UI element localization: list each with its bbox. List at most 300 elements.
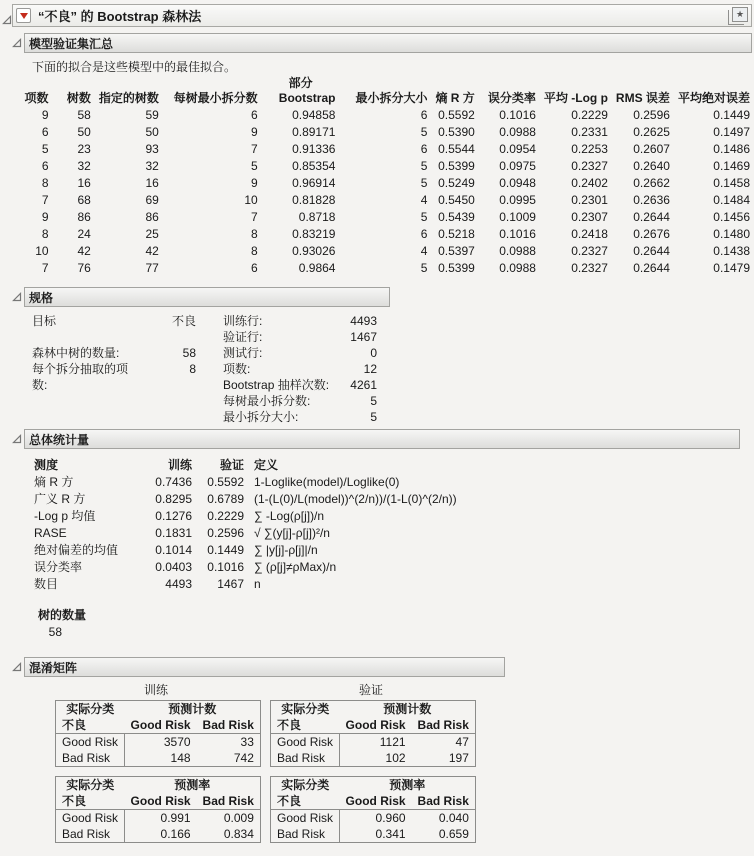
- spec-label: 每个拆分抽取的项数:: [32, 362, 129, 392]
- cell: 86: [77, 210, 91, 224]
- column-header: 平均 -Log p: [543, 91, 608, 105]
- table-row: [32, 508, 459, 525]
- cell: 0.2301: [571, 193, 608, 207]
- confusion-row: [271, 734, 476, 751]
- train-value-cell: 0.1014: [155, 543, 192, 557]
- section-bar-confusion: [24, 657, 505, 677]
- measure-cell: 数目: [34, 577, 59, 591]
- cell: 0.1458: [713, 176, 750, 190]
- definition-cell: 1-Loglike(model)/Loglike(0): [254, 475, 400, 489]
- spec-value: 5: [370, 394, 377, 408]
- table-row: [32, 525, 459, 542]
- valid-value-cell: 0.5592: [207, 475, 244, 489]
- train-rate-matrix: [55, 776, 261, 843]
- definition-cell: ∑ |y[j]-ρ[j]|/n: [254, 543, 318, 557]
- table-row: [12, 141, 754, 158]
- train-value-cell: 0.8295: [155, 492, 192, 506]
- specs-right-column: [223, 313, 377, 425]
- disclosure-triangle-icon[interactable]: [12, 38, 22, 48]
- cell: 77: [145, 261, 159, 275]
- count-cell: 47: [455, 735, 469, 749]
- actual-class-header: 实际分类: [66, 778, 115, 792]
- spec-row: [223, 361, 377, 377]
- rate-cell: 0.960: [375, 811, 406, 825]
- cell: 69: [145, 193, 159, 207]
- cell: 58: [77, 108, 91, 122]
- cell: 7: [251, 142, 258, 156]
- spec-label: 验证行:: [223, 330, 263, 344]
- cell: 7: [41, 193, 49, 207]
- cell: 0.2327: [571, 159, 608, 173]
- confusion-row: [56, 810, 261, 827]
- train-value-cell: 0.7436: [155, 475, 192, 489]
- cell: 7: [251, 210, 258, 224]
- cell: 0.2662: [633, 176, 670, 190]
- cell: 0.83219: [292, 227, 336, 241]
- actual-class-header: 实际分类: [281, 778, 330, 792]
- cell: 10: [35, 244, 49, 258]
- rate-cell: 0.040: [438, 811, 469, 825]
- cell: 0.0988: [499, 261, 536, 275]
- count-cell: 33: [240, 735, 254, 749]
- cell: 0.1479: [713, 261, 750, 275]
- cell: 0.2644: [633, 261, 670, 275]
- table-row: [32, 474, 459, 491]
- cell: 0.2636: [633, 193, 670, 207]
- cell: 4: [420, 193, 428, 207]
- cell: 6: [41, 125, 49, 139]
- cell: 9: [41, 210, 49, 224]
- cell: 23: [77, 142, 91, 156]
- rate-cell: 0.341: [375, 827, 406, 841]
- cell: 0.0988: [499, 125, 536, 139]
- class-column-header: Bad Risk: [412, 717, 476, 734]
- cell: 0.5249: [438, 176, 475, 190]
- spec-label: [32, 329, 140, 345]
- page-title: “不良” 的 Bootstrap 森林法: [38, 9, 202, 24]
- cell: 86: [145, 210, 159, 224]
- cell: 0.85354: [292, 159, 336, 173]
- definition-cell: n: [254, 577, 261, 591]
- cell: 0.94858: [292, 108, 336, 122]
- count-cell: 197: [448, 751, 469, 765]
- cell: 0.5218: [438, 227, 475, 241]
- cell: 0.2644: [633, 210, 670, 224]
- specs-left-column: [32, 313, 196, 425]
- cell: 0.2640: [633, 159, 670, 173]
- measure-cell: RASE: [34, 526, 67, 540]
- class-label-cell: Good Risk: [56, 810, 125, 827]
- definition-cell: ∑ (ρ[j]≠ρMax)/n: [254, 560, 337, 574]
- spec-value: [140, 329, 196, 345]
- valid-value-cell: 0.2229: [207, 509, 244, 523]
- class-column-header: Good Risk: [340, 793, 412, 810]
- valid-value-cell: 0.6789: [207, 492, 244, 506]
- cell: 9: [251, 125, 258, 139]
- cell: 0.5399: [438, 261, 475, 275]
- predicted-rate-header: 预测率: [174, 778, 211, 792]
- cell: 76: [77, 261, 91, 275]
- cell: 0.0988: [499, 244, 536, 258]
- model-table-body: [12, 107, 754, 277]
- red-triangle-icon: [20, 13, 28, 19]
- class-label-cell: Good Risk: [271, 810, 340, 827]
- cell: 0.2307: [571, 210, 608, 224]
- spec-value: 1467: [350, 330, 377, 344]
- class-column-header: Bad Risk: [197, 793, 261, 810]
- cell: 0.2596: [633, 108, 670, 122]
- column-header-portion: 部分: [288, 76, 313, 90]
- cell: 7: [41, 261, 49, 275]
- cell: 5: [420, 125, 428, 139]
- cell: 8: [41, 176, 49, 190]
- rate-cell: 0.834: [223, 827, 254, 841]
- response-header: 不良: [56, 717, 125, 734]
- valid-count-matrix: [270, 700, 476, 767]
- cell: 0.0975: [499, 159, 536, 173]
- spec-label: 森林中树的数量:: [32, 346, 120, 360]
- rate-cell: 0.991: [160, 811, 191, 825]
- table-row: [32, 491, 459, 508]
- definition-cell: √ ∑(y[j]-ρ[j])²/n: [254, 526, 330, 540]
- cell: 0.8718: [298, 210, 336, 224]
- class-label-cell: Bad Risk: [56, 750, 125, 767]
- spec-row: [32, 313, 196, 329]
- model-validation-table: [12, 76, 754, 277]
- specs-content: [32, 313, 754, 425]
- spec-row: [223, 329, 377, 345]
- spec-row: [32, 345, 196, 361]
- disclosure-triangle-icon[interactable]: [12, 292, 22, 302]
- spec-value: 12: [363, 362, 377, 376]
- cell: 0.1480: [713, 227, 750, 241]
- best-fit-note: 下面的拟合是这些模型中的最佳拟合。: [32, 60, 237, 74]
- column-header: 项数: [24, 91, 49, 105]
- disclosure-triangle-icon[interactable]: [12, 434, 22, 444]
- table-row: [12, 175, 754, 192]
- disclosure-triangle-icon[interactable]: [12, 662, 22, 672]
- cell: 6: [420, 108, 428, 122]
- section-specs-header: [12, 287, 754, 307]
- rate-cell: 0.659: [438, 827, 469, 841]
- cell: 0.2644: [633, 244, 670, 258]
- predicted-count-header: 预测计数: [383, 702, 432, 716]
- spec-value: 不良: [171, 314, 196, 328]
- cell: 8: [251, 227, 258, 241]
- cell: 0.5592: [438, 108, 475, 122]
- cell: 0.5439: [438, 210, 475, 224]
- cell: 5: [420, 261, 428, 275]
- response-header: 不良: [56, 793, 125, 810]
- column-header: 指定的树数: [98, 91, 159, 105]
- cell: 16: [77, 176, 91, 190]
- cell: 93: [145, 142, 159, 156]
- cell: 0.2327: [571, 244, 608, 258]
- confusion-row: [56, 826, 261, 843]
- class-label-cell: Bad Risk: [271, 750, 340, 767]
- confusion-area: [55, 677, 754, 843]
- spec-value: 0: [370, 346, 377, 360]
- table-row: [12, 260, 754, 277]
- cell: 0.9864: [298, 261, 336, 275]
- confusion-row: [56, 734, 261, 751]
- cell: 0.2253: [571, 142, 608, 156]
- confusion-count-row: [55, 698, 754, 767]
- train-group-label: 训练: [143, 683, 168, 697]
- cell: 0.89171: [292, 125, 336, 139]
- measure-cell: -Log p 均值: [34, 509, 96, 523]
- cell: 0.5450: [438, 193, 475, 207]
- table-row: [12, 158, 754, 175]
- spec-label: 项数:: [223, 362, 251, 376]
- train-value-cell: 0.1831: [155, 526, 192, 540]
- spec-value: 8: [189, 362, 196, 376]
- cell: 9: [251, 176, 258, 190]
- spec-label: Bootstrap 抽样次数:: [223, 378, 330, 392]
- column-header: 每树最小拆分数: [173, 91, 258, 105]
- spec-label: 最小拆分大小:: [223, 410, 299, 424]
- column-header: 测度: [34, 458, 59, 472]
- cell: 25: [145, 227, 159, 241]
- class-column-header: Bad Risk: [412, 793, 476, 810]
- measure-cell: 绝对偏差的均值: [34, 543, 119, 557]
- table-row: [12, 226, 754, 243]
- table-row: [12, 124, 754, 141]
- cell: 0.2676: [633, 227, 670, 241]
- cell: 8: [251, 244, 258, 258]
- count-cell: 1121: [379, 735, 406, 749]
- response-header: 不良: [271, 717, 340, 734]
- section-model-validation-header: [12, 33, 754, 53]
- valid-value-cell: 0.1449: [207, 543, 244, 557]
- column-header: RMS 误差: [615, 91, 670, 105]
- cell: 6: [251, 108, 258, 122]
- tree-count-block: [38, 607, 754, 641]
- column-header: 平均绝对误差: [677, 91, 750, 105]
- cell: 32: [145, 159, 159, 173]
- jmp-report-window: [0, 4, 754, 856]
- cell: 8: [41, 227, 49, 241]
- cell: 0.5397: [438, 244, 475, 258]
- cell: 59: [145, 108, 159, 122]
- class-column-header: Good Risk: [125, 717, 197, 734]
- spec-value: 4493: [350, 314, 377, 328]
- definition-cell: ∑ -Log(ρ[j])/n: [254, 509, 325, 523]
- class-column-header: Good Risk: [125, 793, 197, 810]
- cell: 0.93026: [292, 244, 336, 258]
- cell: 50: [145, 125, 159, 139]
- spec-row: [32, 329, 196, 345]
- spec-label: 目标: [32, 314, 57, 328]
- cell: 0.0995: [499, 193, 536, 207]
- overall-stats-table: [32, 457, 459, 593]
- valid-value-cell: 0.1016: [207, 560, 244, 574]
- cell: 0.2402: [571, 176, 608, 190]
- column-header: 定义: [254, 458, 279, 472]
- count-cell: 148: [170, 751, 191, 765]
- cell: 0.96914: [292, 176, 336, 190]
- cell: 0.1009: [499, 210, 536, 224]
- valid-value-cell: 1467: [217, 577, 244, 591]
- predicted-rate-header: 预测率: [389, 778, 426, 792]
- cell: 0.2331: [571, 125, 608, 139]
- count-cell: 102: [385, 751, 406, 765]
- spec-row: [223, 409, 377, 425]
- spec-value: 4261: [350, 378, 377, 392]
- spec-label: 每树最小拆分数:: [223, 394, 311, 408]
- valid-value-cell: 0.2596: [207, 526, 244, 540]
- rate-cell: 0.166: [160, 827, 191, 841]
- response-header: 不良: [271, 793, 340, 810]
- spec-row: [223, 393, 377, 409]
- cell: 0.1438: [713, 244, 750, 258]
- cell: 0.81828: [292, 193, 336, 207]
- table-row: [12, 107, 754, 124]
- bookmark-button[interactable]: [728, 7, 748, 25]
- column-header: Bootstrap: [278, 91, 336, 105]
- cell: 50: [77, 125, 91, 139]
- cell: 24: [77, 227, 91, 241]
- confusion-row: [271, 826, 476, 843]
- column-header: 熵 R 方: [435, 91, 475, 105]
- train-value-cell: 0.1276: [155, 509, 192, 523]
- section-title: 规格: [29, 290, 54, 305]
- section-title: 总体统计量: [29, 432, 90, 447]
- valid-rate-matrix: [270, 776, 476, 843]
- cell: 0.5544: [438, 142, 475, 156]
- cell: 6: [420, 227, 428, 241]
- cell: 0.1497: [713, 125, 750, 139]
- count-cell: 742: [233, 751, 254, 765]
- cell: 0.2607: [633, 142, 670, 156]
- cell: 0.1486: [713, 142, 750, 156]
- column-header: 验证: [219, 458, 244, 472]
- confusion-row: [56, 750, 261, 767]
- cell: 0.0954: [499, 142, 536, 156]
- cell: 68: [77, 193, 91, 207]
- cell: 0.0948: [499, 176, 536, 190]
- report-disclosure-icon[interactable]: [2, 15, 12, 25]
- spec-row: [32, 361, 196, 392]
- cell: 32: [77, 159, 91, 173]
- column-header: 训练: [167, 458, 192, 472]
- cell: 0.1456: [713, 210, 750, 224]
- confusion-row: [271, 810, 476, 827]
- class-label-cell: Good Risk: [271, 734, 340, 751]
- cell: 5: [420, 210, 428, 224]
- report-title-bar: [12, 4, 752, 27]
- cell: 4: [420, 244, 428, 258]
- train-value-cell: 0.0403: [155, 560, 192, 574]
- stats-table-body: [32, 474, 459, 593]
- cell: 5: [420, 176, 428, 190]
- section-overall-stats-header: [12, 429, 754, 449]
- actual-class-header: 实际分类: [66, 702, 115, 716]
- cell: 0.1484: [713, 193, 750, 207]
- spec-value: 58: [182, 346, 196, 360]
- cell: 5: [420, 159, 428, 173]
- count-cell: 3570: [163, 735, 191, 749]
- column-header: 最小拆分大小: [355, 91, 428, 105]
- valid-group-label: 验证: [358, 683, 383, 697]
- cell: 16: [145, 176, 159, 190]
- confusion-rate-row: [55, 774, 754, 843]
- actual-class-header: 实际分类: [281, 702, 330, 716]
- class-label-cell: Good Risk: [56, 734, 125, 751]
- spec-label: 训练行:: [223, 314, 263, 328]
- cell: 0.2625: [633, 125, 670, 139]
- column-header: 误分类率: [487, 91, 536, 105]
- cell: 0.5390: [438, 125, 475, 139]
- cell: 42: [145, 244, 159, 258]
- section-title: 模型验证集汇总: [29, 36, 114, 51]
- section-bar-specs: [24, 287, 390, 307]
- spec-row: [223, 313, 377, 329]
- predicted-count-header: 预测计数: [168, 702, 217, 716]
- class-column-header: Good Risk: [340, 717, 412, 734]
- train-count-matrix: [55, 700, 261, 767]
- cell: 0.91336: [292, 142, 336, 156]
- rate-cell: 0.009: [223, 811, 254, 825]
- class-label-cell: Bad Risk: [271, 826, 340, 843]
- spec-label: 测试行:: [223, 346, 263, 360]
- train-value-cell: 4493: [165, 577, 192, 591]
- spec-row: [223, 345, 377, 361]
- cell: 42: [77, 244, 91, 258]
- cell: 0.2229: [571, 108, 608, 122]
- section-bar-model-validation: [24, 33, 752, 53]
- cell: 6: [420, 142, 428, 156]
- class-label-cell: Bad Risk: [56, 826, 125, 843]
- table-row: [32, 576, 459, 593]
- model-table-header: [12, 76, 754, 107]
- cell: 0.1469: [713, 159, 750, 173]
- tree-count-value: 58: [48, 625, 62, 639]
- table-row: [12, 243, 754, 260]
- section-title: 混淆矩阵: [29, 660, 78, 675]
- cell: 5: [251, 159, 258, 173]
- cell: 6: [251, 261, 258, 275]
- tree-count-label: 树的数量: [38, 608, 87, 622]
- table-row: [12, 209, 754, 226]
- spec-value: 5: [370, 410, 377, 424]
- cell: 0.1449: [713, 108, 750, 122]
- cell: 0.5399: [438, 159, 475, 173]
- cell: 10: [244, 193, 258, 207]
- cell: 0.2327: [571, 261, 608, 275]
- cell: 0.1016: [499, 108, 536, 122]
- spec-row: [223, 377, 377, 393]
- confusion-group-labels: [55, 677, 754, 698]
- table-row: [32, 559, 459, 576]
- red-triangle-menu-button[interactable]: [16, 8, 31, 23]
- cell: 5: [41, 142, 49, 156]
- column-header: 树数: [66, 91, 91, 105]
- table-row: [32, 542, 459, 559]
- cell: 6: [41, 159, 49, 173]
- section-confusion-header: [12, 657, 754, 677]
- confusion-row: [271, 750, 476, 767]
- measure-cell: 熵 R 方: [34, 475, 74, 489]
- measure-cell: 误分类率: [34, 560, 83, 574]
- stats-table-header: [32, 457, 459, 474]
- cell: 9: [41, 108, 49, 122]
- cell: 0.2418: [571, 227, 608, 241]
- class-column-header: Bad Risk: [197, 717, 261, 734]
- measure-cell: 广义 R 方: [34, 492, 86, 506]
- definition-cell: (1-(L(0)/L(model))^(2/n))/(1-L(0)^(2/n)): [254, 492, 457, 506]
- star-icon: ★: [732, 7, 748, 22]
